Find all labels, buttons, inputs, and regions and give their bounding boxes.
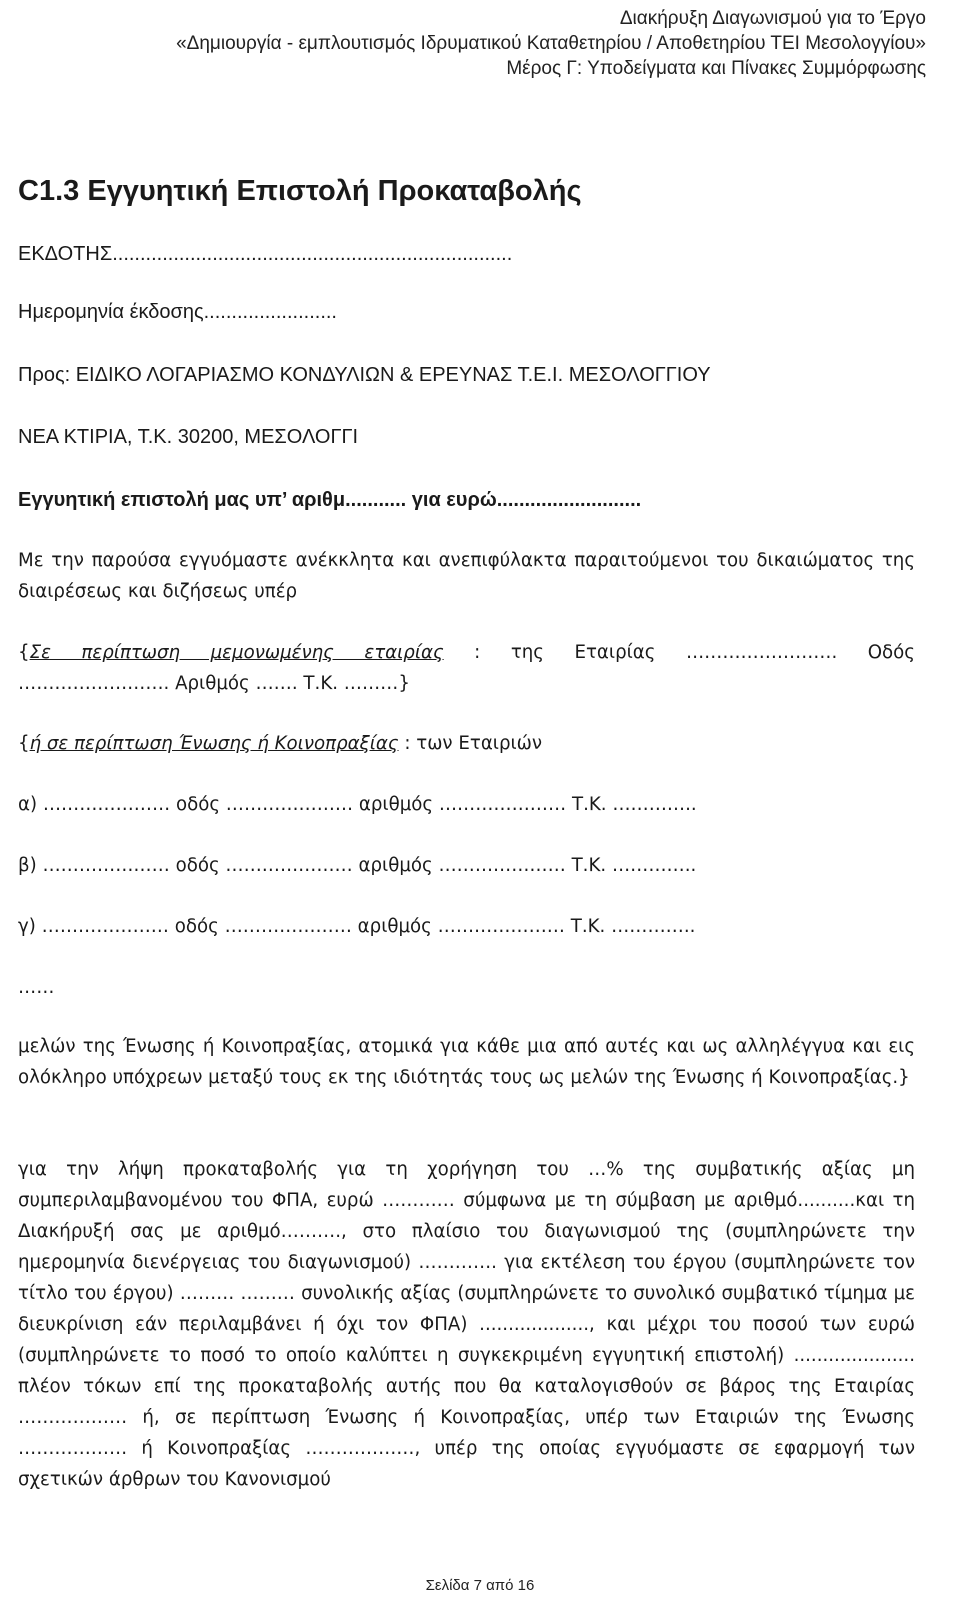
single-company-details: : της Εταιρίας ……………………. Οδός [443,642,915,663]
intro-paragraph: Με την παρούσα εγγυόμαστε ανέκκλητα και ανεπιφύλακτα παραιτούμενοι του δικαιώματος της διαιρέσεως και διζήσεως υπέρ [18,550,915,602]
member-ellipsis: …… [18,977,55,998]
issuer-field: ΕΚΔΟΤΗΣ........................................................................ [18,243,513,265]
main-paragraph: για την λήψη προκαταβολής για τη χορήγηση του …% της συμβατικής αξίας μη συμπεριλαμβανομένου του ΦΠΑ, ευρώ ………… σύμφωνα με τη σύμβαση με αριθμό..........και τη Διακήρυξή σας με αριθμό………., στο πλαίσιο του διαγωνισμού της (συμπληρώνετε την ημερομηνία διενέργειας του διαγωνισμού) …………. για εκτέλεση του έργου (συμπληρώνετε τον τίτλο του έργου) ……… ……… συνολικής αξίας (συμπληρώνετε το συνολικό συμβατικό τίμημα με διευκρίνιση εάν περιλαμβάνει ή όχι τον ΦΠΑ) ..................., και μέχρι του ποσού των ευρώ (συμπληρώνετε το ποσό το οποίο καλύπτει η συγκεκριμένη εγγυητική επιστολή) ..................... πλέον τόκων επί της προκαταβολής αυτής που θα καταλογισθούν σε βάρος της Εταιρίας ……………… ή, σε περίπτωση Ένωσης ή Κοινοπραξίας, υπέρ των Εταιριών της Ένωσης ……………… ή Κοινοπραξίας ………………, υπέρ της οποίας εγγυόμαστε σε εφαρμογή των σχετικών άρθρων του Κανονισμού [18,1159,915,1490]
page-header [176,6,926,81]
joint-venture-details: : των Εταιριών [398,733,543,754]
header-line-2: «Δημιουργία - εμπλουτισμός Ιδρυματικού Καταθετηρίου / Αποθετηρίου ΤΕΙ Μεσολογγίου» [176,33,926,54]
single-company-line-1 [18,637,915,668]
member-a-line: α) ………………… οδός ………………… αριθμός ………………… Τ.Κ. ………….. [18,794,697,815]
brace-open: { [18,642,30,663]
single-company-label: Σε περίπτωση μεμονωμένης εταιρίας [29,642,444,663]
issue-date-field: Ημερομηνία έκδοσης........................ [18,301,337,323]
recipient-address: ΝΕΑ ΚΤΙΡΙΑ, Τ.Κ. 30200, ΜΕΣΟΛΟΓΓΙ [18,426,359,448]
page-number: Σελίδα 7 από 16 [425,1577,535,1594]
joint-venture-label: ή σε περίπτωση Ένωσης ή Κοινοπραξίας [29,733,399,754]
header-line-3: Μέρος Γ: Υποδείγματα και Πίνακες Συμμόρφωσης [506,58,926,79]
brace-open-joint: { [18,733,30,754]
member-c-line: γ) ………………… οδός ………………… αριθμός ………………… Τ.Κ. ………….. [18,916,696,937]
single-company-line-2: ……………………. Αριθμός ……. Τ.Κ. ………} [18,673,410,694]
member-b-line: β) ………………… οδός ………………… αριθμός ………………… Τ.Κ. ………….. [18,855,697,876]
joint-venture-line [18,728,542,759]
members-paragraph: μελών της Ένωσης ή Κοινοπραξίας, ατομικά για κάθε μια από αυτές και ως αλληλέγγυα και εις ολόκληρο υπόχρεων μεταξύ τους εκ της ιδιότητάς τους ως μελών της Ένωσης ή Κοινοπραξίας.} [18,1036,915,1088]
letter-reference: Εγγυητική επιστολή μας υπ’ αριθμ........... για ευρώ.......................... [18,489,642,511]
recipient-line: Προς: ΕΙΔΙΚΟ ΛΟΓΑΡΙΑΣΜΟ ΚΟΝΔΥΛΙΩΝ & ΕΡΕΥΝΑΣ Τ.Ε.Ι. ΜΕΣΟΛΟΓΓΙΟΥ [18,364,711,386]
document-title: C1.3 Εγγυητική Επιστολή Προκαταβολής [18,175,582,207]
header-line-1: Διακήρυξη Διαγωνισμού για το Έργο [619,8,926,29]
